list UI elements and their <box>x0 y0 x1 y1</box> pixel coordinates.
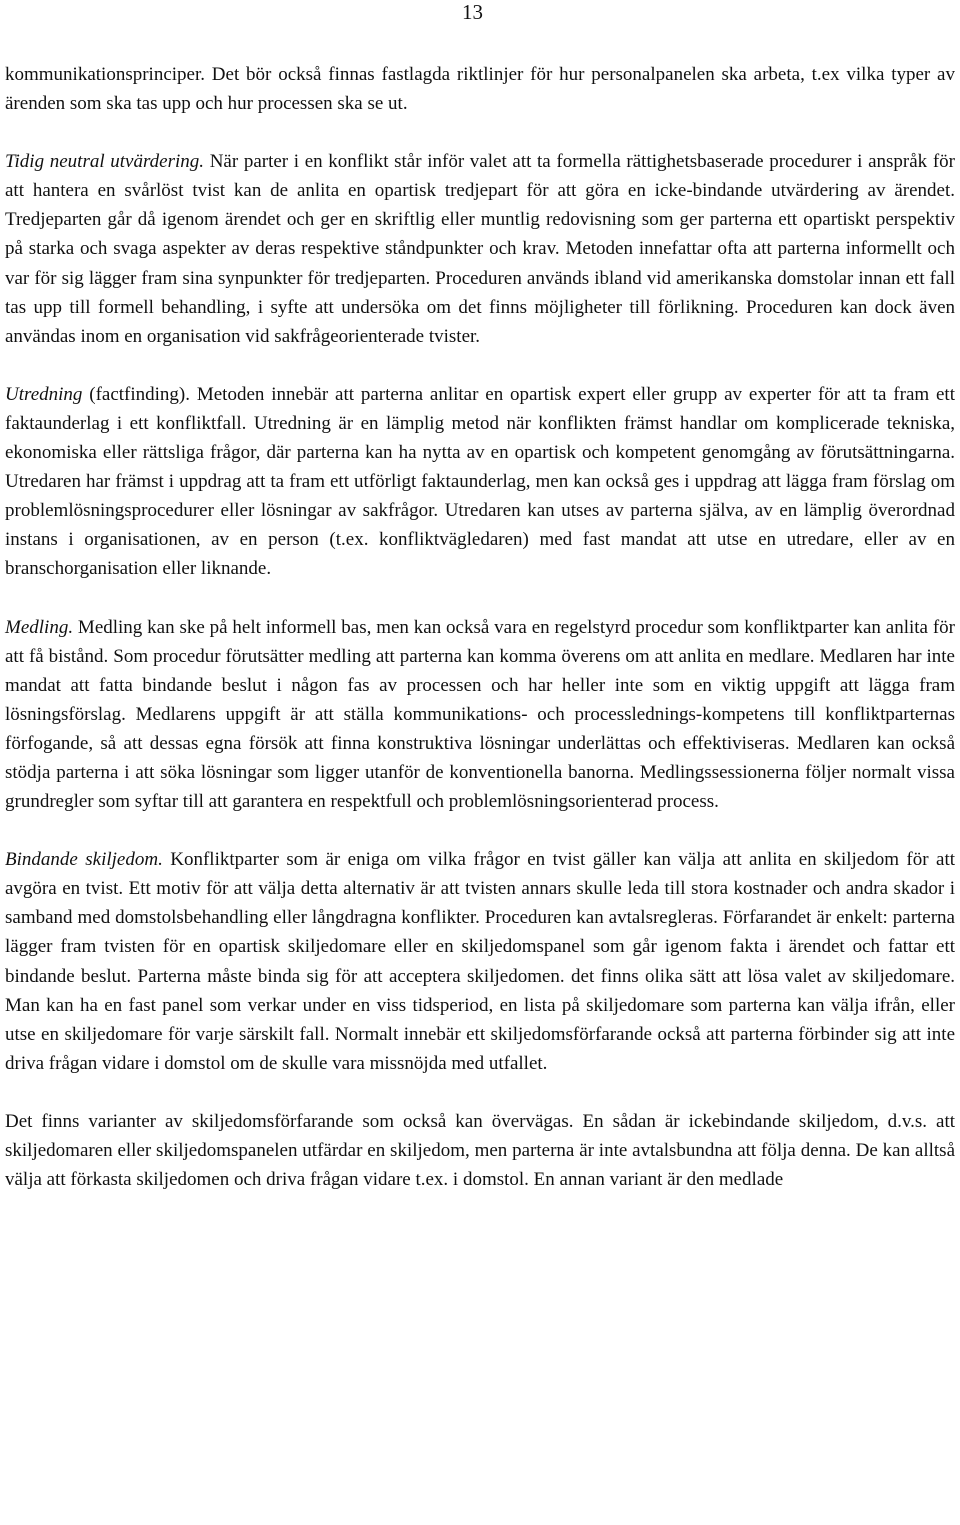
paragraph-varianter <box>5 1107 955 1194</box>
paragraph-utredning-text: (factfinding). Metoden innebär att parterna anlitar en opartisk expert eller grupp av experter för att ta fram ett faktaunderlag i ett konfliktfall. Utredning är en lämplig metod när konflikten främst handlar om komplicerade tekniska, ekonomiska eller rättsliga frågor, där parterna kan ha nytta av en opartisk och kompetent genomgång av förutsättningarna. Utredaren har främst i uppdrag att ta fram ett utförligt faktaunderlag, men kan också ges i uppdrag att lägga fram förslag om problemlösningsprocedurer eller lösningar av sakfrågor. Utredaren kan utses av parterna själva, av en lämplig överordnad instans i organisationen, av en person (t.ex. konfliktvägledaren) med fast mandat att utse en utredare, eller av en branschorganisation eller liknande. <box>5 383 955 580</box>
document-body <box>5 60 955 1223</box>
section-heading-medling: Medling. <box>5 616 74 638</box>
paragraph-bindande-skiljedom-text: Konfliktparter som är eniga om vilka frågor en tvist gäller kan välja att anlita en skiljedom för att avgöra en tvist. Ett motiv för att välja detta alternativ är att tvisten annars skulle leda till stora kostnader och andra skador i samband med domstolsbehandling eller långdragna konflikter. Proceduren kan avtalsregleras. Förfarandet är enkelt: parterna lägger fram tvisten för en opartisk skiljedomare eller en skiljedomspanel som går igenom fakta i ärendet och fattar ett bindande beslut. Parterna måste binda sig för att acceptera skiljedomen. det finns olika sätt att lösa valet av skiljedomare. Man kan ha en fast panel som verkar under en viss tidsperiod, en lista på skiljedomare som parterna kan välja ifrån, eller utse en skiljedomare för varje särskilt fall. Normalt innebär ett skiljedomsförfarande också att parterna förbinder sig att inte driva frågan vidare i domstol om de skulle vara missnöjda med utfallet. <box>5 849 956 1074</box>
section-heading-tidig-neutral-utvardering: Tidig neutral utvärdering. <box>5 151 205 173</box>
page-number: 13 <box>462 0 483 24</box>
paragraph-bindande-skiljedom <box>5 845 955 1078</box>
section-heading-utredning: Utredning <box>5 383 83 405</box>
paragraph-utredning <box>5 380 955 584</box>
paragraph-1-text: kommunikationsprinciper. Det bör också finnas fastlagda riktlinjer för hur personalpanelen ska arbeta, t.ex vilka typer av ärenden som ska tas upp och hur processen ska se ut. <box>5 64 955 115</box>
section-heading-bindande-skiljedom: Bindande skiljedom. <box>5 849 163 871</box>
paragraph-medling-text: Medling kan ske på helt informell bas, men kan också vara en regelstyrd procedur som konfliktparter kan anlita för att få bistånd. Som procedur förutsätter medling att parterna kan komma överens om att anlita en medlare. Medlaren har inte mandat att fatta bindande beslut i någon fas av processen och har heller inte som en viktig uppgift att lägga fram lösningsförslag. Medlarens uppgift är att ställa kommunikations- och processlednings-kompetens till konfliktparternas förfogande, så att dessas egna försök att finna konstruktiva lösningar underlättas och effektiviseras. Medlaren kan också stödja parterna i att söka lösningar som ligger utanför de konventionella banorna. Medlingssessionerna följer normalt vissa grundregler som syftar till att garantera en respektfull och problemlösningsorienterad process. <box>5 616 955 813</box>
paragraph-tidig-neutral-utvardering <box>5 147 955 351</box>
paragraph-medling <box>5 613 955 817</box>
paragraph-varianter-text: Det finns varianter av skiljedomsförfarande som också kan övervägas. En sådan är ickebindande skiljedom, d.v.s. att skiljedomaren eller skiljedomspanelen utfärdar en skiljedom, men parterna är inte avtalsbundna att följa denna. De kan alltså välja att förkasta skiljedomen och driva frågan vidare t.ex. i domstol. En annan variant är den medlade <box>5 1110 955 1191</box>
paragraph-tidig-neutral-utvardering-text: När parter i en konflikt står inför valet att ta formella rättighetsbaserade procedurer i anspråk för att hantera en svårlöst tvist kan de anlita en opartisk tredjepart för att göra en icke-bindande utvärdering av ärendet. Tredjeparten går då igenom ärendet och ger en skriftlig eller muntlig redovisning som ger parterna ett opartiskt perspektiv på starka och svaga aspekter av deras respektive ståndpunkter och krav. Metoden innefattar ofta att parterna informellt och var för sig lägger fram sina synpunkter för tredjeparten. Proceduren används ibland vid amerikanska domstolar innan ett fall tas upp till formell behandling, i syfte att undersöka om det finns möjligheter till förlikning. Proceduren kan dock även användas inom en organisation vid sakfrågeorienterade tvister. <box>5 151 955 347</box>
paragraph-1 <box>5 60 955 118</box>
